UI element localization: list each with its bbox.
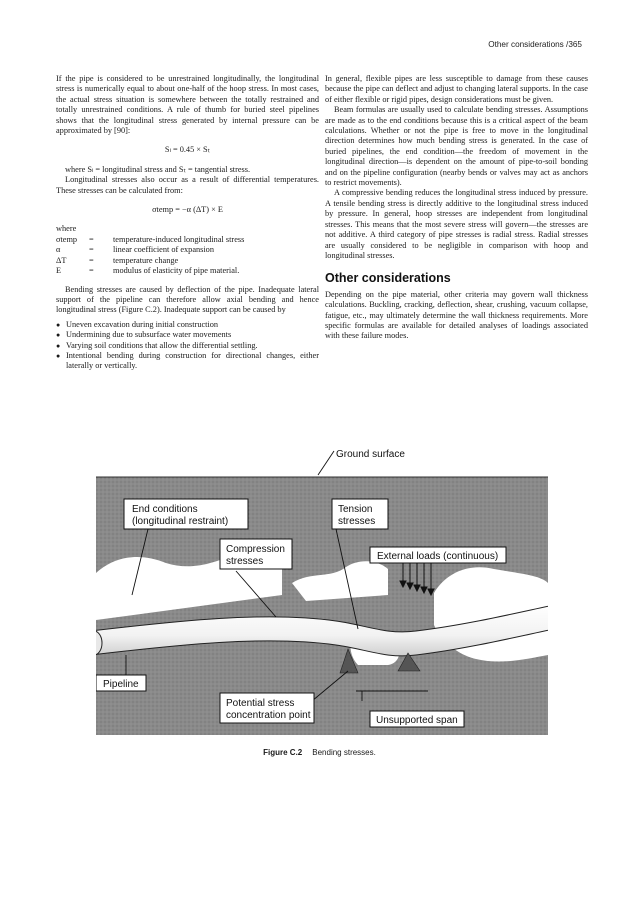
label-external-loads: External loads (continuous) xyxy=(377,551,499,562)
label-potential-1: Potential stress xyxy=(226,698,295,709)
section-heading: Other considerations xyxy=(325,271,451,286)
variable-symbol: ΔT xyxy=(56,255,67,265)
label-box-tension xyxy=(332,499,388,529)
variable-definitions xyxy=(56,235,319,277)
right-column xyxy=(325,74,588,342)
label-pipeline: Pipeline xyxy=(103,679,139,690)
bending-stress-diagram xyxy=(96,445,548,735)
label-box-unsupported-span xyxy=(370,711,464,727)
list-item: ● Varying soil conditions that allow the differential settling. xyxy=(56,341,319,351)
paragraph: In general, flexible pipes are less susceptible to damage from these causes because the pipe can deflect and adjust to changing lateral supports. In the case of either flexible or rigid pipes, design considerations must be given. xyxy=(325,74,588,104)
left-column xyxy=(56,74,319,372)
label-compression-2: stresses xyxy=(226,556,264,567)
variable-row xyxy=(56,256,319,266)
paragraph: Beam formulas are usually used to calculate bending stresses. Assumptions are made as to the end conditions because this is a critical aspect of the beam calculations. Whether or not the pipe is free to move in the longitudinal direction determines how much bending stress is generated. In the case of buried pipelines, the end condition—the freedom of movement in the longitudinal direction—is dependent on the amount of pipe-to-soil bonding and on the pipeline configuration (nearby bends or valves may act as anchors to restrict movements). xyxy=(325,105,588,188)
label-box-external-loads xyxy=(370,547,506,563)
variable-symbol: E xyxy=(56,266,62,276)
paragraph: If the pipe is considered to be unrestrained longitudinally, the longitudinal stress is numerically equal to about one-half of the hoop stress. In most cases, the actual stress situation is somewhere between the totally restrained and totally unrestrained conditions. A rule of thumb for buried steel pipelines shows that the longitudinal stress generated by internal pressure can be approximated by [90]: xyxy=(56,74,319,136)
variable-symbol: α xyxy=(56,245,61,255)
label-box-potential-stress xyxy=(220,693,314,723)
list-item: ● Intentional bending during construction for directional changes, either laterally or vertically. xyxy=(56,351,319,372)
label-ground-surface: Ground surface xyxy=(336,449,405,460)
variable-definition: temperature-induced longitudinal stress xyxy=(113,234,245,244)
label-tension-2: stresses xyxy=(338,516,376,527)
variable-equals: = xyxy=(89,255,94,265)
running-head: Other considerations /365 xyxy=(488,40,582,49)
variable-row xyxy=(56,245,319,255)
variable-row xyxy=(56,235,319,245)
variable-equals: = xyxy=(89,245,94,255)
label-box-compression xyxy=(220,539,292,569)
label-potential-2: concentration point xyxy=(226,710,311,721)
equation-longitudinal-stress: Sₗ = 0.45 × Sₜ xyxy=(164,145,211,155)
paragraph: A compressive bending reduces the longitudinal stress induced by pressure. A tensile bending stress is directly additive to the longitudinal stress induced by pressure. In general, hoop stresses are independent from longitudinal stresses. This means that the most severe stress will govern—the stresses are not additive. A third category of pipe stresses is radial stress. Radial stresses are usually considered to be negligible in comparison with hoop and longitudinal stresses. xyxy=(325,188,588,260)
list-item: ● Uneven excavation during initial construction xyxy=(56,320,319,330)
label-end-conditions-2: (longitudinal restraint) xyxy=(132,516,229,527)
paragraph: Depending on the pipe material, other criteria may govern wall thickness calculations. Buckling, cracking, deflection, shear, crushing, vacuum collapse, fatigue, etc., may ultimately determine the wall thickness requirements. More specific formulas are available for detailed analyses of loadings associated with these failure modes. xyxy=(325,289,588,341)
paragraph: where Sₗ = longitudinal stress and Sₜ = tangential stress. xyxy=(65,164,251,174)
label-box-end-conditions xyxy=(124,499,248,529)
label-unsupported-span: Unsupported span xyxy=(376,715,458,726)
paragraph: Longitudinal stresses also occur as a result of differential temperatures. These stresses can be calculated from: xyxy=(56,175,319,195)
label-end-conditions-1: End conditions xyxy=(132,504,198,515)
list-item: ● Undermining due to subsurface water movements xyxy=(56,330,319,340)
figure-caption xyxy=(0,748,639,757)
variable-symbol: σtemp xyxy=(56,234,78,244)
bullet-list xyxy=(56,320,319,372)
caption-number: Figure C.2 xyxy=(263,748,303,757)
variable-definition: linear coefficient of expansion xyxy=(113,245,214,255)
label-box-pipeline xyxy=(96,675,146,691)
label-tension-1: Tension xyxy=(338,504,373,515)
variable-equals: = xyxy=(89,266,94,276)
variable-row xyxy=(56,266,319,276)
equation-temperature-stress: σtemp = −α (ΔT) × E xyxy=(152,205,223,215)
variable-equals: = xyxy=(89,234,94,244)
where-label: where xyxy=(56,224,77,234)
paragraph: Bending stresses are caused by deflection of the pipe. Inadequate lateral support of the pipeline can therefore allow axial bending and hence longitudinal stress (Figure C.2). Inadequate support can be caused by xyxy=(56,284,319,315)
caption-text: Bending stresses. xyxy=(312,748,376,757)
variable-definition: temperature change xyxy=(113,255,179,265)
variable-definition: modulus of elasticity of pipe material. xyxy=(113,266,240,276)
figure-bending-stresses xyxy=(96,445,548,735)
label-compression-1: Compression xyxy=(226,544,285,555)
